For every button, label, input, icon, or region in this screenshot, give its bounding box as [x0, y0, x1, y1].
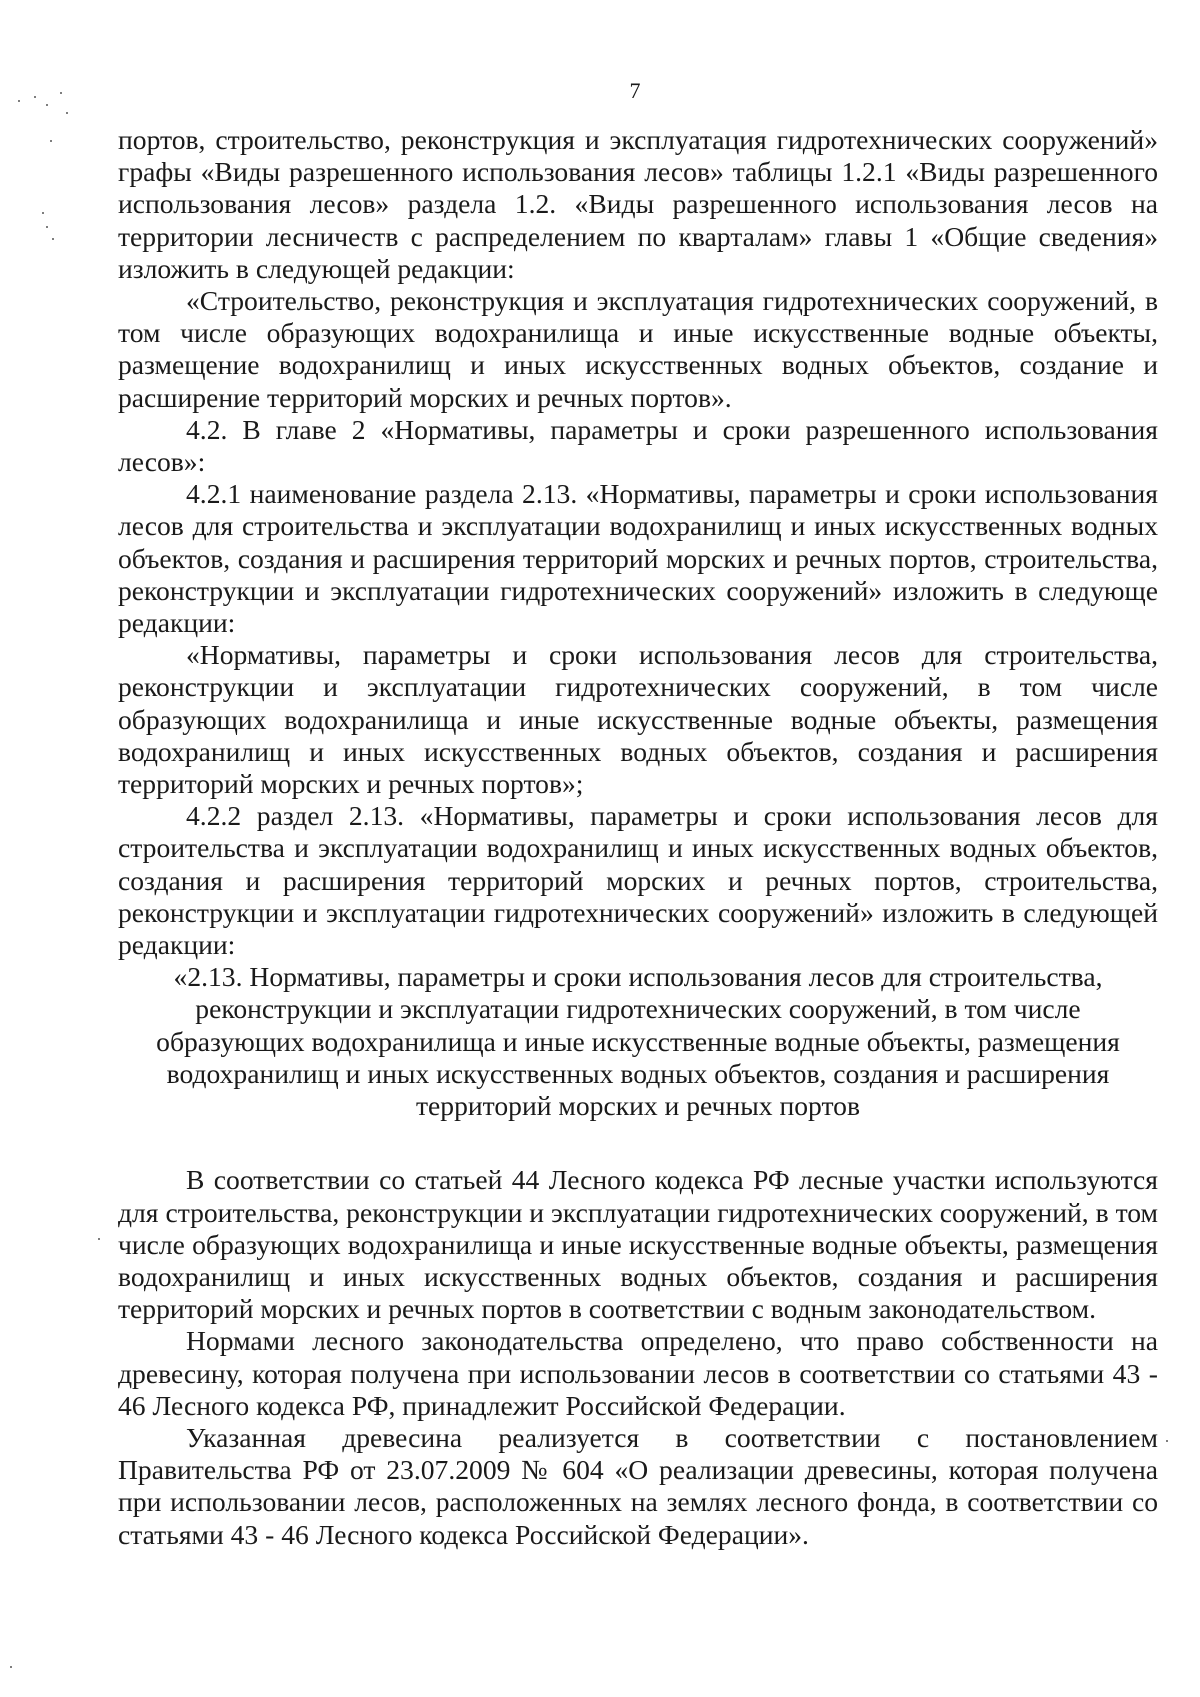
paragraph: Нормами лесного законодательства определено, что право собственности на древесину, которая получена при использовании лесов в соответствии со статьями 43 - 46 Лесного кодекса РФ, принадлежит Российской Федерации.	[118, 1325, 1158, 1421]
paragraph: «Строительство, реконструкция и эксплуатация гидротехнических сооружений, в том числе образующих водохранилища и иные искусственные водные объекты, размещение водохранилищ и иных искусственных водных объектов, создание и расширение территорий морских и речных портов».	[118, 285, 1158, 413]
section-heading-line: образующих водохранилища и иные искусственные водные объекты, размещения	[156, 1025, 1120, 1057]
paragraph: Указанная древесина реализуется в соответствии с постановлением Правительства РФ от 23.07.2009 № 604 «О реализации древесины, которая получена при использовании лесов, расположенных на землях лесного фонда, в соответствии со статьями 43 - 46 Лесного кодекса Российской Федерации».	[118, 1421, 1158, 1550]
section-heading-line: реконструкции и эксплуатации гидротехнических сооружений, в том числе	[195, 993, 1081, 1025]
paragraph: В соответствии со статьей 44 Лесного кодекса РФ лесные участки используются для строительства, реконструкции и эксплуатации гидротехнических сооружений, в том числе образующих водохранилища и иные искусственные водные объекты, размещения водохранилищ и иных искусственных водных объектов, создания и расширения территорий морских и речных портов в соответствии с водным законодательством.	[118, 1164, 1158, 1325]
paragraph: 4.2. В главе 2 «Нормативы, параметры и сроки разрешенного использования лесов»:	[118, 413, 1158, 478]
paragraph: 4.2.2 раздел 2.13. «Нормативы, параметры и сроки использования лесов для строительства и эксплуатации водохранилищ и иных искусственных водных объектов, создания и расширения территорий морских и речных портов, строительства, реконструкции и эксплуатации гидротехнических сооружений» изложить в следующей редакции:	[118, 800, 1158, 961]
scan-speck	[46, 226, 48, 228]
scan-speck	[10, 1666, 12, 1668]
scan-speck	[66, 112, 68, 114]
section-heading-line: «2.13. Нормативы, параметры и сроки использования лесов для строительства,	[173, 961, 1103, 993]
spacer	[118, 1122, 1158, 1164]
scan-speck	[46, 104, 48, 106]
paragraph: 4.2.1 наименование раздела 2.13. «Нормативы, параметры и сроки использования лесов для строительства и эксплуатации водохранилищ и иных искусственных водных объектов, создания и расширения территорий морских и речных портов, строительства, реконструкции и эксплуатации гидротехнических сооружений» изложить в следующе редакции:	[118, 478, 1158, 639]
scan-speck	[50, 140, 52, 142]
section-heading-line: территорий морских и речных портов	[416, 1090, 860, 1122]
section-heading-line: водохранилищ и иных искусственных водных объектов, создания и расширения	[166, 1057, 1110, 1089]
scan-speck	[1166, 1440, 1168, 1442]
page-number: 7	[629, 78, 641, 103]
scan-speck	[52, 238, 54, 240]
paragraph: «Нормативы, параметры и сроки использования лесов для строительства, реконструкции и эксплуатации гидротехнических сооружений, в том числе образующих водохранилища и иные искусственные водные объекты, размещения водохранилищ и иных искусственных водных объектов, создания и расширения территорий морских и речных портов»;	[118, 639, 1158, 800]
scan-speck	[42, 212, 44, 214]
paragraph: портов, строительство, реконструкция и эксплуатация гидротехнических сооружений» графы «Виды разрешенного использования лесов» таблицы 1.2.1 «Виды разрешенного использования лесов» раздела 1.2. «Виды разрешенного использования лесов на территории лесничеств с распределением по кварталам» главы 1 «Общие сведения» изложить в следующей редакции:	[118, 124, 1158, 284]
document-body	[118, 124, 1158, 1551]
section-heading	[118, 961, 1158, 1122]
scan-speck	[98, 1238, 100, 1240]
